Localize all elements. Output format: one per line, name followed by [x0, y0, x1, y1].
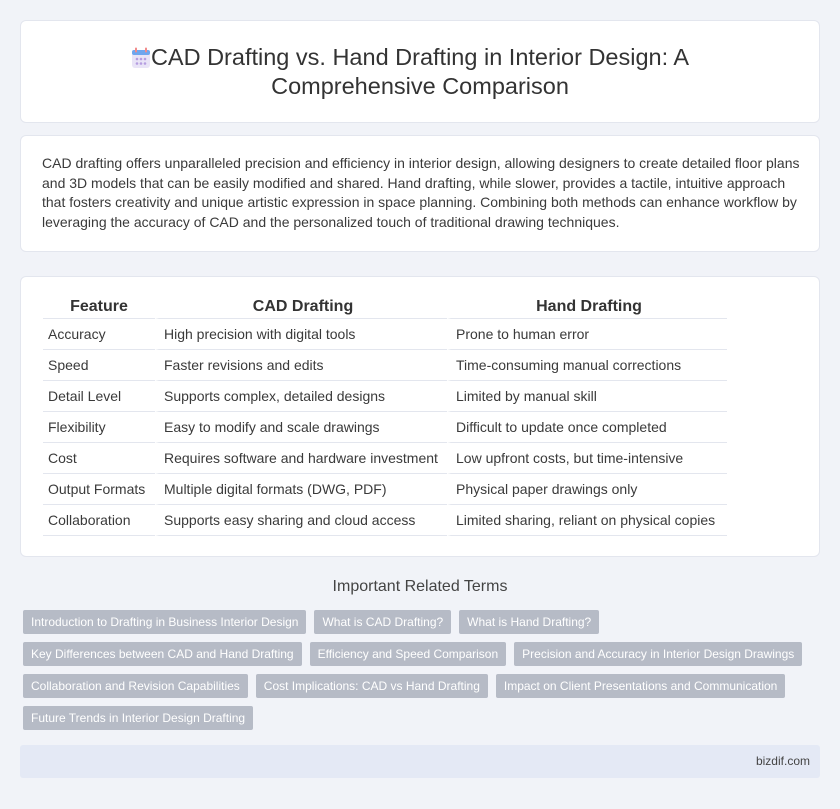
row-cad: Supports complex, detailed designs: [155, 381, 447, 412]
related-terms-list: [23, 610, 813, 730]
row-hand: Physical paper drawings only: [447, 474, 727, 505]
comparison-table: [43, 295, 727, 536]
related-term-tag[interactable]: Impact on Client Presentations and Communication: [496, 674, 785, 698]
table-header-row: [43, 295, 727, 319]
intro-paragraph: CAD drafting offers unparalleled precision and efficiency in interior design, allowing designers to create detailed floor plans and 3D models that can be easily modified and shared. Hand drafting, while slower, provides a tactile, intuitive approach that fosters creativity and unique artistic expression in space planning. Combining both methods can enhance workflow by leveraging the accuracy of CAD and the personalized touch of traditional drawing techniques.: [42, 155, 800, 230]
related-term-tag[interactable]: What is CAD Drafting?: [314, 610, 451, 634]
table-row: [43, 412, 727, 443]
row-hand: Low upfront costs, but time-intensive: [447, 443, 727, 474]
related-terms-heading: Important Related Terms: [332, 578, 508, 595]
comparison-card: [20, 276, 820, 557]
row-feature: Flexibility: [43, 412, 155, 443]
table-row: [43, 443, 727, 474]
footer-site-link[interactable]: bizdif.com: [755, 754, 810, 768]
row-feature: Cost: [43, 443, 155, 474]
row-feature: Output Formats: [43, 474, 155, 505]
row-hand: Difficult to update once completed: [447, 412, 727, 443]
related-term-tag[interactable]: Introduction to Drafting in Business Interior Design: [23, 610, 306, 634]
footer: [20, 745, 820, 778]
row-feature: Collaboration: [43, 505, 155, 536]
related-term-tag[interactable]: Cost Implications: CAD vs Hand Drafting: [256, 674, 488, 698]
related-term-tag[interactable]: Future Trends in Interior Design Drafting: [23, 706, 253, 730]
header-feature: Feature: [43, 295, 155, 319]
intro-card: [20, 135, 820, 252]
row-cad: Supports easy sharing and cloud access: [155, 505, 447, 536]
row-cad: High precision with digital tools: [155, 319, 447, 350]
related-term-tag[interactable]: Collaboration and Revision Capabilities: [23, 674, 248, 698]
table-row: [43, 319, 727, 350]
row-hand: Time-consuming manual corrections: [447, 350, 727, 381]
table-row: [43, 381, 727, 412]
row-feature: Detail Level: [43, 381, 155, 412]
row-feature: Speed: [43, 350, 155, 381]
page-title: CAD Drafting vs. Hand Drafting in Interior Design: A Comprehensive Comparison: [150, 44, 690, 99]
header-cad: CAD Drafting: [155, 295, 447, 319]
related-term-tag[interactable]: Key Differences between CAD and Hand Drafting: [23, 642, 302, 666]
table-row: [43, 474, 727, 505]
row-cad: Multiple digital formats (DWG, PDF): [155, 474, 447, 505]
row-cad: Requires software and hardware investment: [155, 443, 447, 474]
table-row: [43, 350, 727, 381]
title-card: [20, 20, 820, 123]
row-hand: Limited by manual skill: [447, 381, 727, 412]
row-cad: Easy to modify and scale drawings: [155, 412, 447, 443]
related-term-tag[interactable]: What is Hand Drafting?: [459, 610, 599, 634]
related-term-tag[interactable]: Precision and Accuracy in Interior Design Drawings: [514, 642, 802, 666]
row-hand: Prone to human error: [447, 319, 727, 350]
row-cad: Faster revisions and edits: [155, 350, 447, 381]
table-row: [43, 505, 727, 536]
header-hand: Hand Drafting: [447, 295, 727, 319]
row-hand: Limited sharing, reliant on physical copies: [447, 505, 727, 536]
row-feature: Accuracy: [43, 319, 155, 350]
related-term-tag[interactable]: Efficiency and Speed Comparison: [310, 642, 507, 666]
